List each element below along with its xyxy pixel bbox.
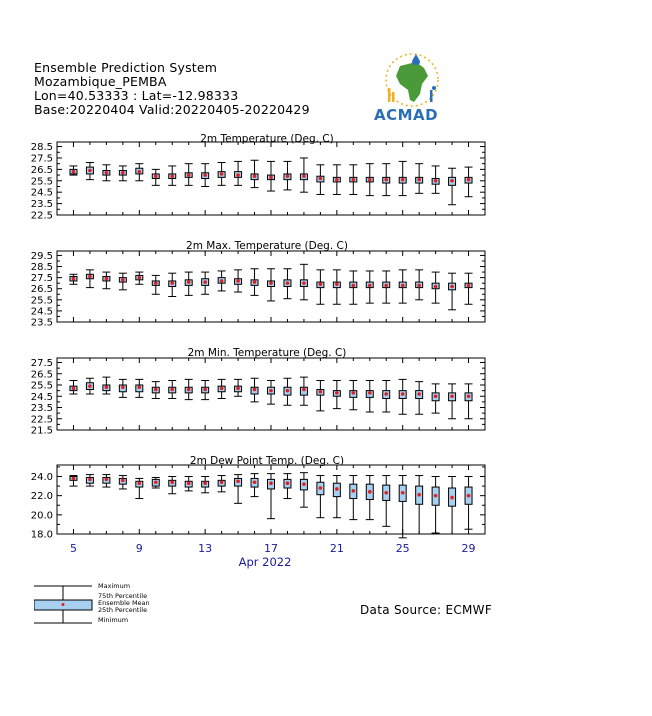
mean-marker bbox=[417, 284, 421, 288]
mean-marker bbox=[170, 388, 174, 392]
panel-title: 2m Dew Point Temp. (Deg. C) bbox=[189, 455, 345, 467]
mean-marker bbox=[319, 486, 323, 490]
y-tick-label: 23.5 bbox=[30, 317, 53, 329]
y-tick-label: 25.5 bbox=[30, 295, 53, 307]
mean-marker bbox=[450, 496, 454, 500]
panel-title: 2m Temperature (Deg. C) bbox=[200, 133, 334, 145]
mean-marker bbox=[88, 478, 92, 482]
panel-title: 2m Min. Temperature (Deg. C) bbox=[187, 347, 347, 359]
y-tick-label: 28.5 bbox=[30, 142, 53, 154]
mean-marker bbox=[203, 388, 207, 392]
mean-marker bbox=[121, 278, 125, 282]
mean-marker bbox=[417, 392, 421, 396]
mean-marker bbox=[302, 388, 306, 392]
legend-maximum: Maximum bbox=[98, 582, 131, 590]
mean-marker bbox=[121, 385, 125, 389]
panel-title: 2m Max. Temperature (Deg. C) bbox=[186, 240, 348, 252]
legend-minimum: Minimum bbox=[98, 616, 129, 624]
mean-marker bbox=[269, 281, 273, 285]
x-tick-label: 29 bbox=[461, 542, 476, 555]
legend-p75: 75th Percentile bbox=[98, 592, 148, 600]
mean-marker bbox=[352, 284, 356, 288]
mean-marker bbox=[220, 387, 224, 391]
mean-marker bbox=[220, 480, 224, 484]
header-coordinates: Lon=40.53333 : Lat=-12.98333 bbox=[34, 88, 239, 103]
y-tick-label: 22.5 bbox=[30, 414, 53, 426]
y-tick-label: 24.5 bbox=[30, 187, 53, 199]
mean-marker bbox=[154, 174, 158, 178]
y-tick-label: 22.5 bbox=[30, 210, 53, 222]
mean-marker bbox=[384, 392, 388, 396]
x-tick-label: 5 bbox=[69, 542, 77, 555]
mean-marker bbox=[302, 174, 306, 178]
legend bbox=[34, 583, 194, 627]
mean-marker bbox=[138, 481, 142, 485]
legend-p25: 25th Percentile bbox=[98, 606, 148, 614]
mean-marker bbox=[450, 179, 454, 183]
mean-marker bbox=[121, 171, 125, 175]
mean-marker bbox=[384, 491, 388, 495]
mean-marker bbox=[253, 174, 257, 178]
x-month-label: Apr 2022 bbox=[238, 555, 292, 569]
mean-marker bbox=[154, 480, 158, 484]
mean-marker bbox=[253, 280, 257, 284]
mean-marker bbox=[450, 394, 454, 398]
mean-marker bbox=[236, 479, 240, 483]
header-title: Ensemble Prediction System bbox=[34, 60, 218, 75]
y-tick-label: 25.5 bbox=[30, 380, 53, 392]
mean-marker bbox=[467, 394, 471, 398]
mean-marker bbox=[220, 172, 224, 176]
mean-marker bbox=[88, 169, 92, 173]
mean-marker bbox=[335, 282, 339, 286]
mean-marker bbox=[319, 177, 323, 181]
mean-marker bbox=[236, 173, 240, 177]
mean-marker bbox=[187, 481, 191, 485]
mean-marker bbox=[88, 275, 92, 279]
mean-marker bbox=[88, 384, 92, 388]
mean-marker bbox=[170, 281, 174, 285]
y-tick-label: 23.5 bbox=[30, 199, 53, 211]
mean-marker bbox=[384, 284, 388, 288]
y-tick-label: 21.5 bbox=[30, 425, 53, 437]
mean-marker bbox=[434, 494, 438, 498]
mean-marker bbox=[434, 179, 438, 183]
mean-marker bbox=[384, 178, 388, 182]
acmad-logo-text: ACMAD bbox=[374, 106, 439, 124]
y-tick-label: 23.5 bbox=[30, 403, 53, 414]
y-tick-label: 26.5 bbox=[30, 284, 53, 296]
mean-marker bbox=[105, 478, 109, 482]
mean-marker bbox=[467, 494, 471, 498]
y-tick-label: 20.0 bbox=[30, 510, 53, 522]
mean-marker bbox=[335, 178, 339, 182]
x-tick-label: 17 bbox=[264, 542, 278, 555]
mean-marker bbox=[72, 277, 76, 281]
y-tick-label: 27.5 bbox=[30, 153, 53, 165]
y-tick-label: 24.5 bbox=[30, 306, 53, 318]
mean-marker bbox=[335, 391, 339, 395]
mean-marker bbox=[203, 481, 207, 485]
mean-marker bbox=[434, 394, 438, 398]
mean-marker bbox=[187, 280, 191, 284]
mean-marker bbox=[138, 385, 142, 389]
mean-marker bbox=[434, 285, 438, 289]
mean-marker bbox=[236, 279, 240, 283]
mean-marker bbox=[220, 279, 224, 283]
y-tick-label: 24.5 bbox=[30, 391, 53, 403]
mean-marker bbox=[121, 479, 125, 483]
y-tick-label: 25.5 bbox=[30, 176, 53, 188]
data-source: Data Source: ECMWF bbox=[360, 603, 493, 617]
mean-marker bbox=[417, 493, 421, 497]
y-tick-label: 24.0 bbox=[30, 472, 53, 483]
y-tick-label: 27.5 bbox=[30, 358, 53, 369]
mean-marker bbox=[269, 481, 273, 485]
mean-marker bbox=[319, 282, 323, 286]
mean-marker bbox=[154, 388, 158, 392]
mean-marker bbox=[72, 170, 76, 174]
mean-marker bbox=[401, 178, 405, 182]
x-tick-label: 21 bbox=[329, 542, 344, 555]
mean-marker bbox=[72, 387, 76, 391]
mean-marker bbox=[105, 171, 109, 175]
y-tick-label: 28.5 bbox=[30, 262, 53, 274]
mean-marker bbox=[187, 388, 191, 392]
mean-marker bbox=[286, 281, 290, 285]
mean-marker bbox=[138, 276, 142, 280]
mean-marker bbox=[269, 389, 273, 393]
mean-marker bbox=[269, 176, 273, 180]
mean-marker bbox=[286, 389, 290, 393]
mean-marker bbox=[203, 280, 207, 284]
header-dates: Base:20220404 Valid:20220405-20220429 bbox=[34, 102, 310, 117]
mean-marker bbox=[319, 390, 323, 394]
mean-marker bbox=[253, 480, 257, 484]
mean-marker bbox=[154, 281, 158, 285]
mean-marker bbox=[417, 178, 421, 182]
mean-marker bbox=[368, 284, 372, 288]
mean-marker bbox=[286, 174, 290, 178]
mean-marker bbox=[203, 173, 207, 177]
mean-marker bbox=[450, 285, 454, 289]
mean-marker bbox=[236, 387, 240, 391]
x-tick-label: 9 bbox=[135, 542, 143, 555]
mean-marker bbox=[170, 174, 174, 178]
y-tick-label: 27.5 bbox=[30, 273, 53, 285]
mean-marker bbox=[302, 281, 306, 285]
mean-marker bbox=[335, 487, 339, 491]
mean-marker bbox=[467, 178, 471, 182]
mean-marker bbox=[401, 491, 405, 495]
mean-marker bbox=[105, 277, 109, 281]
mean-marker bbox=[368, 490, 372, 494]
y-tick-label: 22.0 bbox=[30, 491, 53, 503]
legend-mean: Ensemble Mean bbox=[98, 599, 150, 607]
header-station: Mozambique_PEMBA bbox=[34, 74, 167, 89]
mean-marker bbox=[352, 178, 356, 182]
mean-marker bbox=[138, 170, 142, 174]
mean-marker bbox=[401, 392, 405, 396]
mean-marker bbox=[253, 388, 257, 392]
mean-marker bbox=[368, 391, 372, 395]
y-tick-label: 18.0 bbox=[30, 529, 53, 541]
y-tick-label: 26.5 bbox=[30, 164, 53, 176]
mean-marker bbox=[170, 480, 174, 484]
y-tick-label: 29.5 bbox=[30, 250, 53, 262]
y-tick-label: 26.5 bbox=[30, 369, 53, 381]
x-tick-label: 13 bbox=[198, 542, 213, 555]
mean-marker bbox=[401, 284, 405, 288]
mean-marker bbox=[352, 489, 356, 493]
mean-marker bbox=[72, 477, 76, 481]
mean-marker bbox=[286, 481, 290, 485]
x-tick-label: 25 bbox=[395, 542, 410, 555]
mean-marker bbox=[352, 391, 356, 395]
mean-marker bbox=[368, 178, 372, 182]
mean-marker bbox=[187, 173, 191, 177]
mean-marker bbox=[467, 284, 471, 288]
mean-marker bbox=[105, 385, 109, 389]
mean-marker bbox=[302, 482, 306, 486]
